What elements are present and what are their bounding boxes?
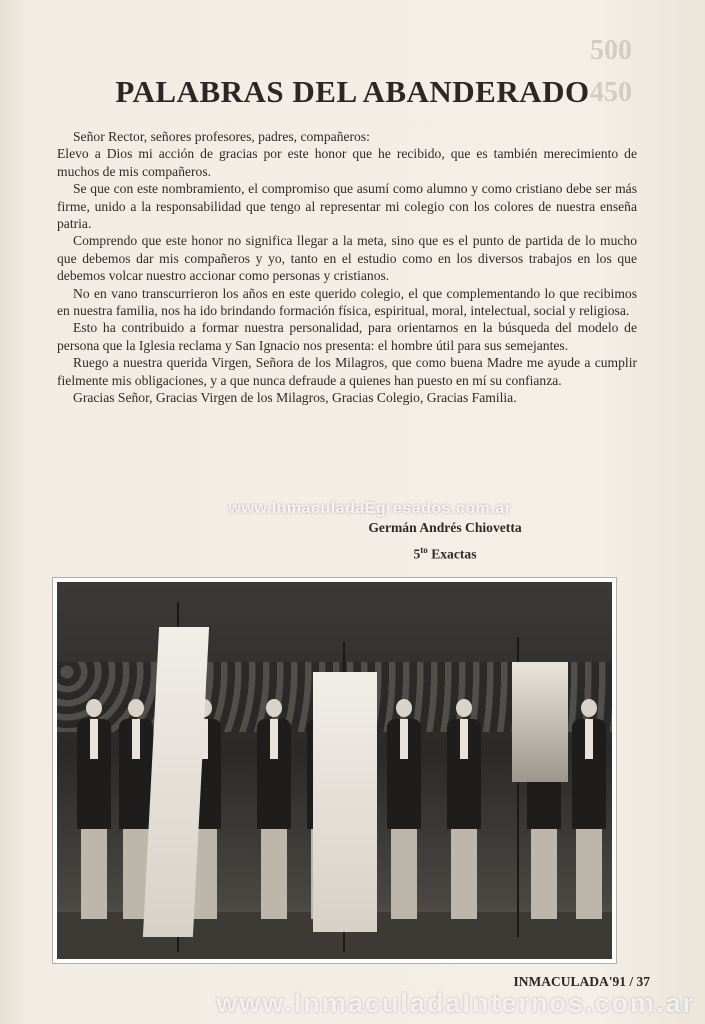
page-footer: INMACULADA'91 / 37 xyxy=(513,974,650,989)
signature-name: Germán Andrés Chiovetta xyxy=(368,520,522,535)
paragraph: Gracias Señor, Gracias Virgen de los Milagros, Gracias Colegio, Gracias Familia. xyxy=(73,390,517,406)
speech-body xyxy=(57,128,637,407)
student-figure xyxy=(572,699,606,919)
paragraph: Esto ha contribuido a formar nuestra personalidad, para orientarnos en la búsqueda del modelo de persona que la Iglesia reclama y San Ignacio nos presenta: el hombre útil para sus semejantes. xyxy=(57,320,637,353)
signature-grade xyxy=(330,539,560,566)
signature-block xyxy=(330,516,560,566)
grade-number: 5 xyxy=(413,546,421,562)
grade-suffix: to xyxy=(420,545,428,555)
paragraph: No en vano transcurrieron los años en este querido colegio, el que complementando lo que recibimos en nuestra familia, nos ha ido brindando formación física, espiritual, moral, intelectual, social y religiosa. xyxy=(57,285,637,319)
paragraph: Ruego a nuestra querida Virgen, Señora de los Milagros, que como buena Madre me ayude a cumplir fielmente mis obligaciones, y a que nunca defraude a quienes han puesto en mí su confianza. xyxy=(57,355,637,388)
paragraph: Señor Rector, señores profesores, padres, compañeros: xyxy=(73,129,370,144)
paragraph: Se que con este nombramiento, el compromiso que asumí como alumno y como cristiano debe ser más firme, unido a la responsabilidad que tengo al representar mi colegio con los colores de nuestra enseña patria. xyxy=(57,181,637,232)
watermark-bottom: www.InmaculadaInternos.com.ar xyxy=(216,988,695,1018)
student-figure xyxy=(387,699,421,919)
page-title: PALABRAS DEL ABANDERADO xyxy=(115,74,590,109)
student-figure xyxy=(77,699,111,919)
papal-flag xyxy=(512,662,568,782)
student-figure xyxy=(257,699,291,919)
grade-label: Exactas xyxy=(431,546,477,562)
photo-frame xyxy=(52,577,617,964)
student-figure xyxy=(447,699,481,919)
paragraph: Elevo a Dios mi acción de gracias por este honor que he recibido, que es también merecimiento de muchos de mis compañeros. xyxy=(57,146,637,179)
paragraph: Comprendo que este honor no significa llegar a la meta, sino que es el punto de partida de lo mucho que debemos dar mis compañeros y yo, tanto en el estudio como en los diversos trabajos en los que debemos volcar nuestro accionar como personas y cristianos. xyxy=(57,233,637,284)
bleed-number: 450 xyxy=(590,77,632,108)
watermark-middle: www.InmaculadaEgresados.com.ar xyxy=(228,500,512,517)
bleed-number: 500 xyxy=(590,35,632,66)
ceremony-photo xyxy=(57,582,612,959)
ceremonial-flag xyxy=(313,672,377,932)
